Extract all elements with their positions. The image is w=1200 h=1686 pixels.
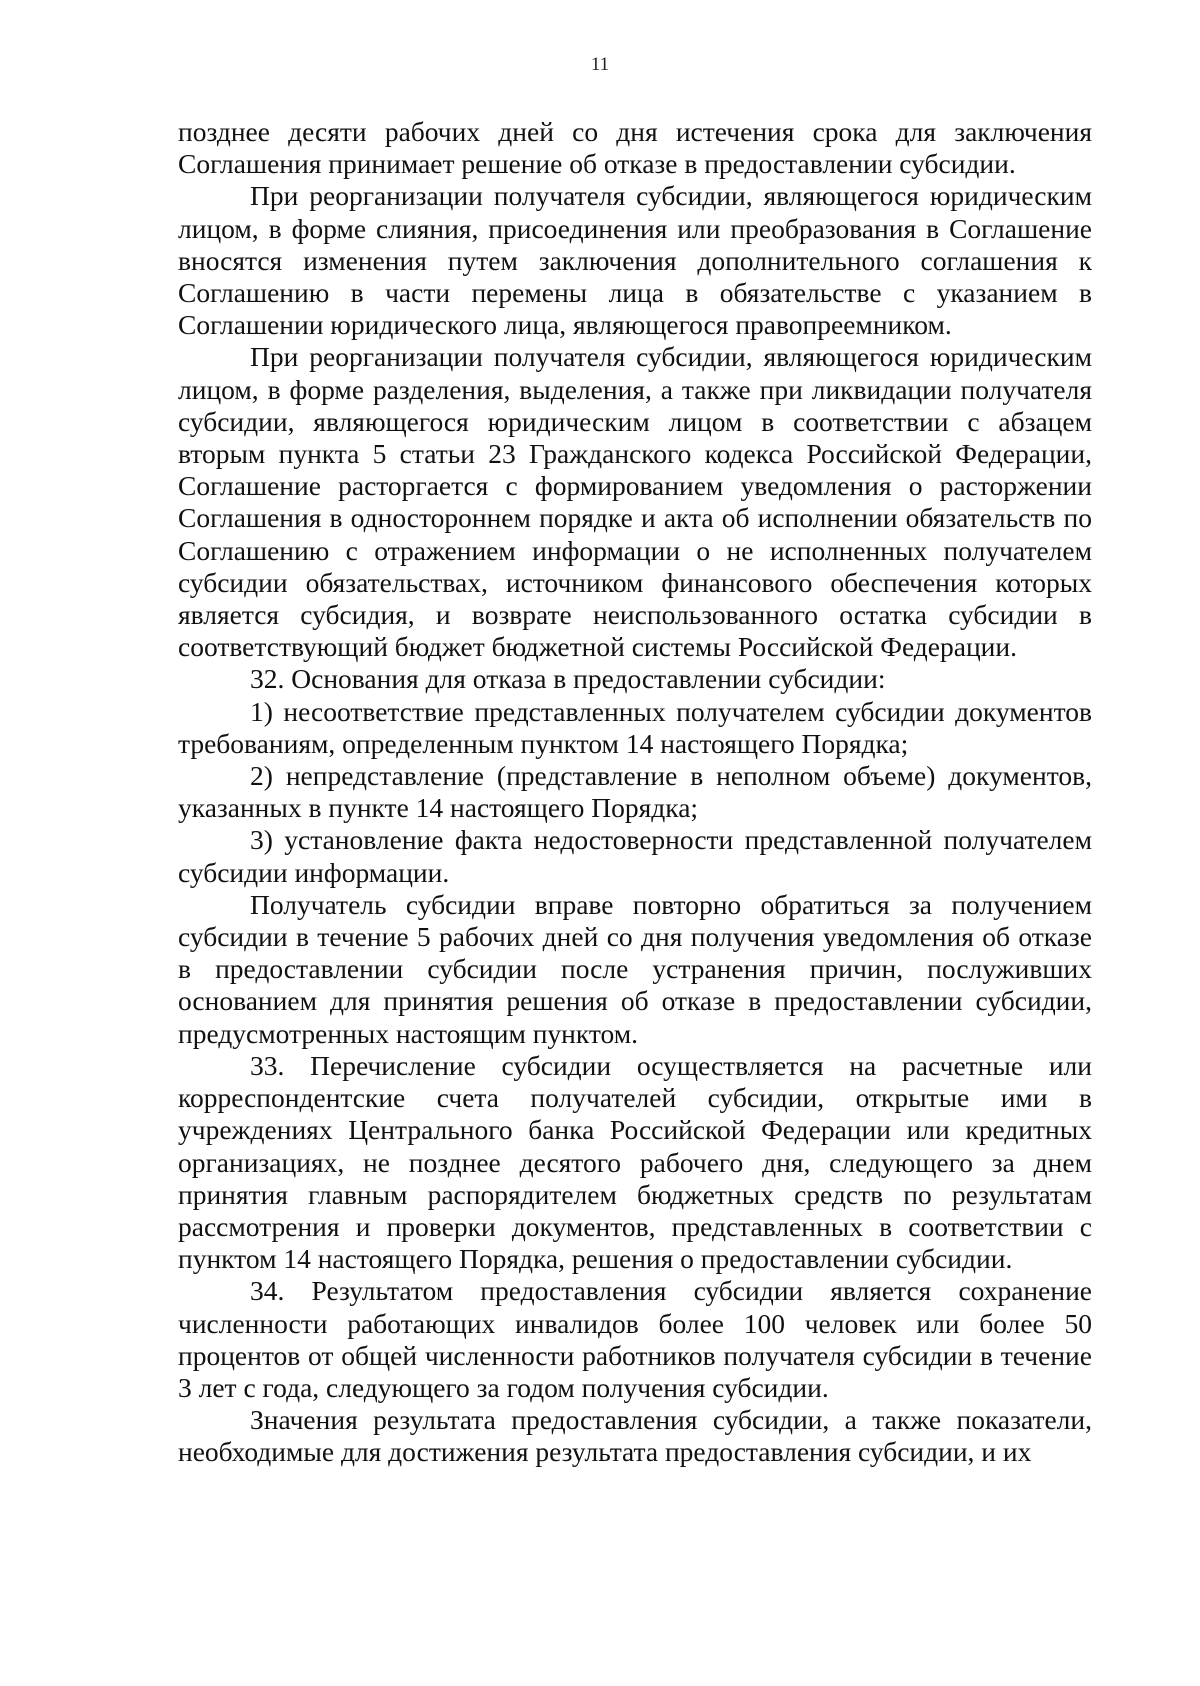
- paragraph-32-item-2: 2) непредставление (представление в неполном объеме) документов, указанных в пункте 14 настоящего Порядка;: [178, 760, 1092, 824]
- paragraph-32-item-3: 3) установление факта недостоверности представленной получателем субсидии информации.: [178, 824, 1092, 888]
- page-number: 11: [590, 54, 610, 75]
- paragraph-reapply: Получатель субсидии вправе повторно обратиться за получением субсидии в течение 5 рабочих дней со дня получения уведомления об отказе в предоставлении субсидии после устранения причин, послуживших основанием для принятия решения об отказе в предоставлении субсидии, предусмотренных настоящим пунктом.: [178, 888, 1092, 1049]
- paragraph-values: Значения результата предоставления субсидии, а также показатели, необходимые для достижения результата предоставления субсидии, и их: [178, 1404, 1092, 1468]
- paragraph-32-heading: 32. Основания для отказа в предоставлении субсидии:: [250, 663, 886, 695]
- paragraph-33: 33. Перечисление субсидии осуществляется на расчетные или корреспондентские счета получателей субсидии, открытые ими в учреждениях Центрального банка Российской Федерации или кредитных организациях, не позднее десятого рабочего дня, следующего за днем принятия главным распорядителем бюджетных средств по результатам рассмотрения и проверки документов, представленных в соответствии с пунктом 14 настоящего Порядка, решения о предоставлении субсидии.: [178, 1049, 1092, 1275]
- paragraph-34: 34. Результатом предоставления субсидии является сохранение численности работающих инвалидов более 100 человек или более 50 процентов от общей численности работников получателя субсидии в течение 3 лет с года, следующего за годом получения субсидии.: [178, 1275, 1092, 1403]
- document-body: [178, 116, 1092, 1469]
- paragraph-continuation: позднее десяти рабочих дней со дня истечения срока для заключения Соглашения принимает решение об отказе в предоставлении субсидии.: [178, 116, 1092, 180]
- paragraph-32-item-1: 1) несоответствие представленных получателем субсидии документов требованиям, определенным пунктом 14 настоящего Порядка;: [178, 695, 1092, 759]
- paragraph-reorganization-merger: При реорганизации получателя субсидии, являющегося юридическим лицом, в форме слияния, присоединения или преобразования в Соглашение вносятся изменения путем заключения дополнительного соглашения к Соглашению в части перемены лица в обязательстве с указанием в Соглашении юридического лица, являющегося правопреемником.: [178, 180, 1092, 341]
- paragraph-reorganization-division: При реорганизации получателя субсидии, являющегося юридическим лицом, в форме разделения, выделения, а также при ликвидации получателя субсидии, являющегося юридическим лицом в соответствии с абзацем вторым пункта 5 статьи 23 Гражданского кодекса Российской Федерации, Соглашение расторгается с формированием уведомления о расторжении Соглашения в одностороннем порядке и акта об исполнении обязательств по Соглашению с отражением информации о не исполненных получателем субсидии обязательствах, источником финансового обеспечения которых является субсидия, и возврате неиспользованного остатка субсидии в соответствующий бюджет бюджетной системы Российской Федерации.: [178, 341, 1092, 663]
